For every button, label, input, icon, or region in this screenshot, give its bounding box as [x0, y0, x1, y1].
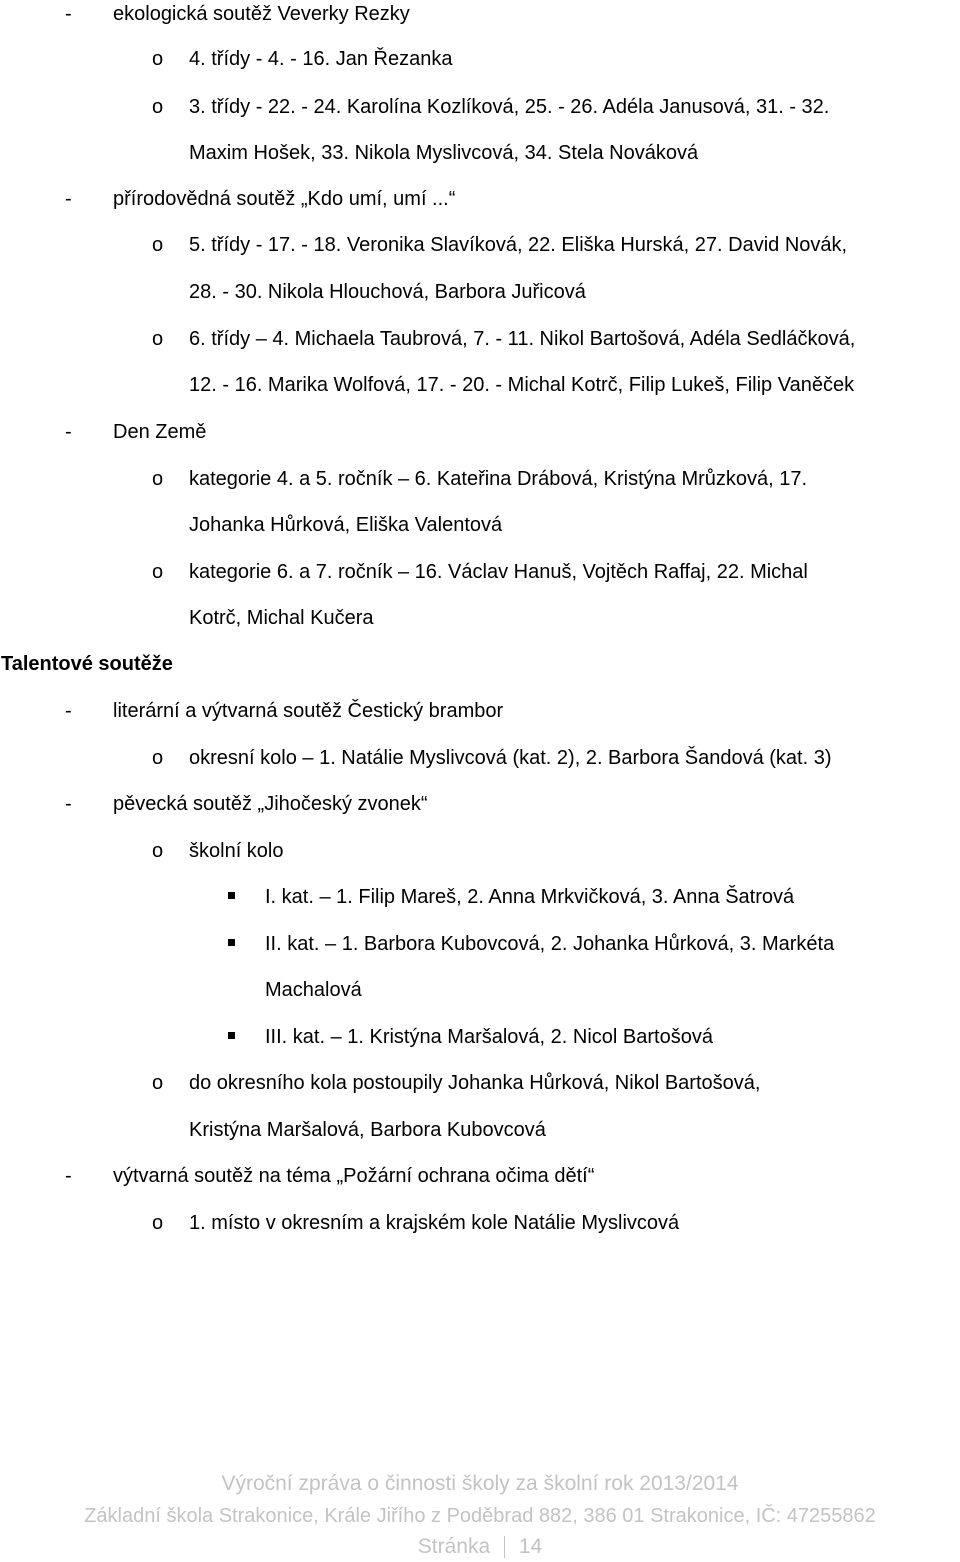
- circle-bullet: o: [152, 1072, 164, 1094]
- dash-bullet: -: [65, 421, 72, 443]
- list-item-continuation: Kotrč, Michal Kučera: [189, 607, 374, 629]
- dash-bullet: -: [65, 700, 72, 722]
- list-item: II. kat. – 1. Barbora Kubovcová, 2. Johanka Hůrková, 3. Markéta: [265, 933, 835, 955]
- footer-report-title: Výroční zpráva o činnosti školy za školní rok 2013/2014: [221, 1472, 739, 1495]
- section-heading: Talentové soutěže: [1, 653, 173, 675]
- dash-bullet: -: [65, 188, 72, 210]
- list-item: 4. třídy - 4. - 16. Jan Řezanka: [189, 48, 453, 70]
- footer-page-number: [0, 1534, 960, 1560]
- list-item: kategorie 4. a 5. ročník – 6. Kateřina Drábová, Kristýna Mrůzková, 17.: [189, 468, 808, 490]
- list-item-continuation: 12. - 16. Marika Wolfová, 17. - 20. - Michal Kotrč, Filip Lukeš, Filip Vaněček: [189, 374, 855, 396]
- list-item: přírodovědná soutěž „Kdo umí, umí ...“: [113, 188, 456, 210]
- circle-bullet: o: [152, 48, 164, 70]
- square-bullet: [228, 1032, 235, 1039]
- list-item: 3. třídy - 22. - 24. Karolína Kozlíková, 25. - 26. Adéla Janusová, 31. - 32.: [189, 96, 830, 118]
- list-item: pěvecká soutěž „Jihočeský zvonek“: [113, 793, 428, 815]
- list-item: okresní kolo – 1. Natálie Myslivcová (kat. 2), 2. Barbora Šandová (kat. 3): [189, 747, 832, 769]
- circle-bullet: o: [152, 234, 164, 256]
- footer-school-address: Základní škola Strakonice, Krále Jiřího z Poděbrad 882, 386 01 Strakonice, IČ: 47255862: [84, 1505, 876, 1527]
- list-item-continuation: 28. - 30. Nikola Hlouchová, Barbora Juřicová: [189, 281, 586, 303]
- circle-bullet: o: [152, 747, 164, 769]
- list-item: 5. třídy - 17. - 18. Veronika Slavíková, 22. Eliška Hurská, 27. David Novák,: [189, 234, 848, 256]
- circle-bullet: o: [152, 328, 164, 350]
- page-divider: [504, 1536, 505, 1558]
- circle-bullet: o: [152, 1212, 164, 1234]
- list-item-continuation: Kristýna Maršalová, Barbora Kubovcová: [189, 1119, 546, 1141]
- page-number: 14: [518, 1535, 543, 1558]
- circle-bullet: o: [152, 561, 164, 583]
- square-bullet: [228, 939, 235, 946]
- page-label: Stránka: [417, 1535, 491, 1558]
- list-item: školní kolo: [189, 840, 284, 862]
- circle-bullet: o: [152, 96, 164, 118]
- list-item: ekologická soutěž Veverky Rezky: [113, 3, 410, 25]
- square-bullet: [228, 892, 235, 899]
- list-item: Den Země: [113, 421, 207, 443]
- list-item: literární a výtvarná soutěž Čestický brambor: [113, 700, 504, 722]
- list-item-continuation: Machalová: [265, 979, 362, 1001]
- circle-bullet: o: [152, 840, 164, 862]
- list-item: 6. třídy – 4. Michaela Taubrová, 7. - 11. Nikol Bartošová, Adéla Sedláčková,: [189, 328, 856, 350]
- list-item: do okresního kola postoupily Johanka Hůrková, Nikol Bartošová,: [189, 1072, 761, 1094]
- list-item: III. kat. – 1. Kristýna Maršalová, 2. Nicol Bartošová: [265, 1026, 713, 1048]
- circle-bullet: o: [152, 468, 164, 490]
- dash-bullet: -: [65, 793, 72, 815]
- list-item: 1. místo v okresním a krajském kole Natálie Myslivcová: [189, 1212, 680, 1234]
- list-item-continuation: Maxim Hošek, 33. Nikola Myslivcová, 34. Stela Nováková: [189, 142, 699, 164]
- dash-bullet: -: [65, 3, 72, 25]
- list-item: I. kat. – 1. Filip Mareš, 2. Anna Mrkvičková, 3. Anna Šatrová: [265, 886, 795, 908]
- list-item: výtvarná soutěž na téma „Požární ochrana očima dětí“: [113, 1165, 595, 1187]
- dash-bullet: -: [65, 1165, 72, 1187]
- list-item-continuation: Johanka Hůrková, Eliška Valentová: [189, 514, 503, 536]
- list-item: kategorie 6. a 7. ročník – 16. Václav Hanuš, Vojtěch Raffaj, 22. Michal: [189, 561, 808, 583]
